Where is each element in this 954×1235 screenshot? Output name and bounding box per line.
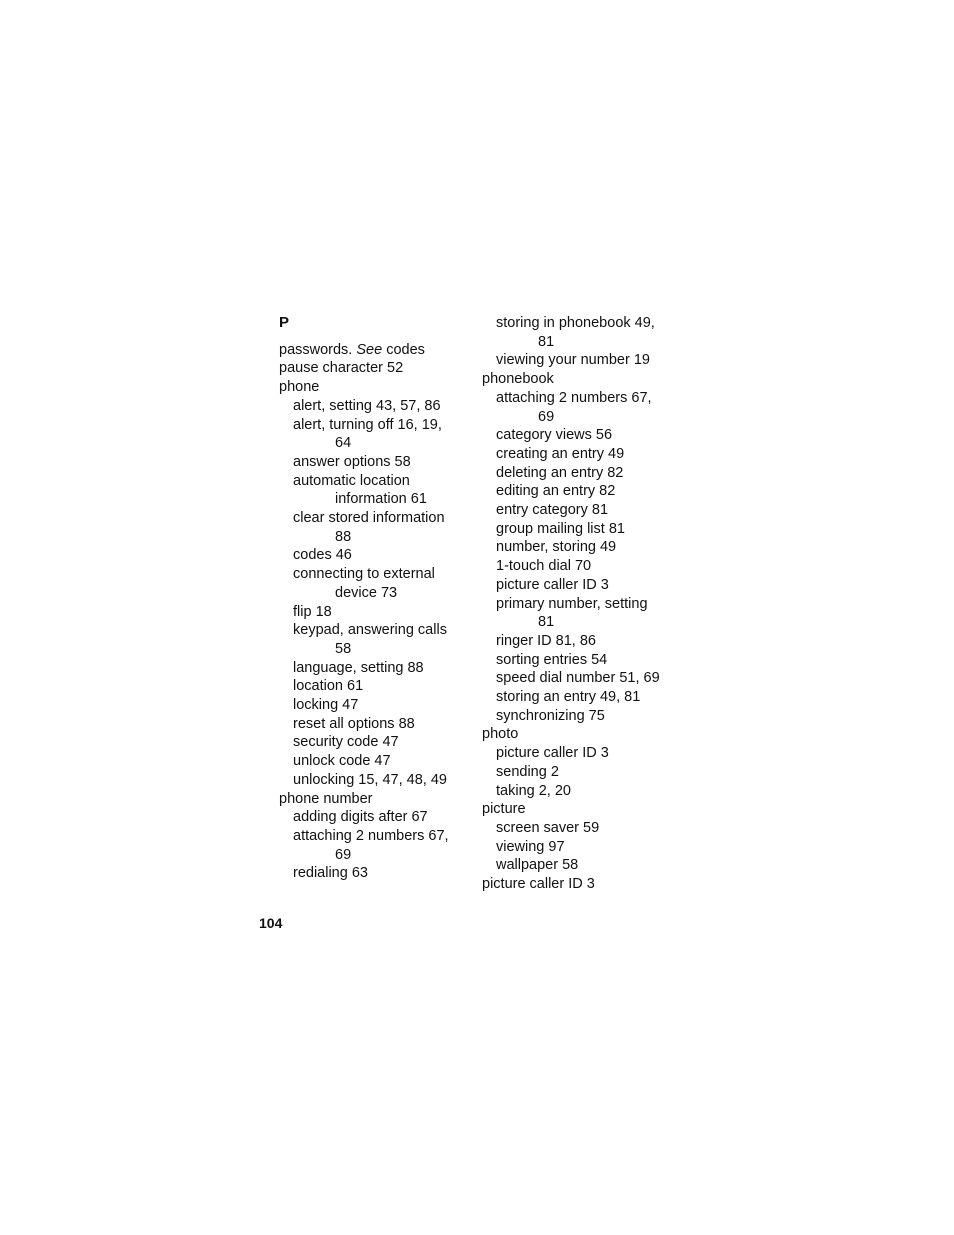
index-subterm [482, 782, 682, 801]
index-entry-text: keypad, answering calls [293, 622, 447, 639]
index-subterm [482, 819, 682, 838]
index-subterm [279, 733, 479, 752]
index-entry-text: locking 47 [293, 697, 359, 714]
index-entry-text: location 61 [293, 678, 364, 695]
index-entry-text: phonebook [482, 371, 554, 388]
index-subterm [482, 688, 682, 707]
index-entry-continuation: device 73 [335, 584, 398, 601]
index-entry-text: redialing 63 [293, 865, 368, 882]
index-entry-text: automatic location [293, 472, 410, 489]
page-number: 104 [259, 915, 283, 931]
index-entry-text: ringer ID 81, 86 [496, 632, 596, 649]
index-subterm [482, 464, 682, 483]
index-subterm [279, 546, 479, 565]
index-entry-text: group mailing list 81 [496, 520, 625, 537]
index-entry-text: sending 2 [496, 763, 559, 780]
index-subterm [279, 808, 479, 827]
index-subterm [279, 397, 479, 416]
index-entry-text: answer options 58 [293, 453, 411, 470]
index-entry-continuation: 64 [335, 435, 352, 452]
index-entry-text: flip 18 [293, 603, 332, 620]
index-term [279, 378, 479, 397]
index-entry-text: language, setting 88 [293, 659, 424, 676]
index-entry-text: passwords. [279, 341, 357, 358]
index-term [482, 725, 682, 744]
index-entry-text: attaching 2 numbers 67, [496, 389, 652, 406]
index-subterm [482, 389, 682, 426]
index-entry-text: category views 56 [496, 427, 613, 444]
index-column-left [279, 314, 479, 883]
index-entry-continuation: 81 [538, 614, 555, 631]
index-entry-text: storing in phonebook 49, [496, 315, 655, 331]
index-entry-text: photo [482, 726, 519, 743]
index-subterm [482, 651, 682, 670]
index-entry-text: pause character 52 [279, 360, 404, 377]
index-entry-continuation: 88 [335, 528, 352, 545]
index-entry-text: alert, setting 43, 57, 86 [293, 397, 441, 414]
index-subterm [279, 864, 479, 883]
index-subterm [482, 445, 682, 464]
index-subterm [279, 453, 479, 472]
index-entry-text: picture caller ID 3 [482, 876, 595, 893]
index-entry-text: picture caller ID 3 [496, 745, 609, 762]
index-entry-text: picture [482, 801, 526, 818]
index-subterm [482, 856, 682, 875]
index-entry-text: phone [279, 379, 320, 396]
index-entry-text: reset all options 88 [293, 715, 415, 732]
index-entry-text: unlocking 15, 47, 48, 49 [293, 771, 447, 788]
index-subterm [482, 669, 682, 688]
index-subterm [279, 659, 479, 678]
index-entries-left [279, 341, 479, 883]
index-entry-text: taking 2, 20 [496, 782, 571, 799]
index-subterm [482, 632, 682, 651]
index-entries-right [482, 314, 682, 894]
index-entry-text: creating an entry 49 [496, 445, 625, 462]
index-subterm [482, 520, 682, 539]
index-subterm [279, 509, 479, 546]
index-subterm [279, 416, 479, 453]
index-subterm [482, 763, 682, 782]
index-entry-text: deleting an entry 82 [496, 464, 624, 481]
index-entry-text: unlock code 47 [293, 753, 391, 770]
index-entry-text: speed dial number 51, 69 [496, 670, 660, 687]
index-subterm [482, 595, 682, 632]
index-subterm [482, 576, 682, 595]
index-term [482, 800, 682, 819]
index-see-target: codes [382, 341, 425, 358]
index-entry-text: entry category 81 [496, 502, 609, 519]
index-entry-text: editing an entry 82 [496, 483, 616, 500]
index-subterm [482, 426, 682, 445]
index-entry-text: screen saver 59 [496, 819, 600, 836]
index-subterm [482, 482, 682, 501]
index-subterm [279, 472, 479, 509]
index-entry-text: codes 46 [293, 547, 352, 564]
index-entry-text: viewing 97 [496, 838, 565, 855]
index-entry-text: picture caller ID 3 [496, 576, 609, 593]
index-column-right [482, 314, 682, 894]
index-subterm [279, 621, 479, 658]
index-subterm [279, 677, 479, 696]
index-entry-text: viewing your number 19 [496, 352, 650, 369]
index-entry-text: wallpaper 58 [496, 857, 579, 874]
index-term [482, 370, 682, 389]
index-subterm [279, 752, 479, 771]
index-term [482, 875, 682, 894]
index-entry-text: primary number, setting [496, 595, 648, 612]
index-entry-continuation: 58 [335, 640, 352, 657]
index-subterm [482, 707, 682, 726]
index-subterm [482, 744, 682, 763]
index-term [279, 790, 479, 809]
index-entry-continuation: 69 [335, 846, 352, 863]
index-entry-text: connecting to external [293, 566, 435, 583]
index-subterm [482, 538, 682, 557]
index-entry-text: attaching 2 numbers 67, [293, 827, 449, 844]
index-entry-text: sorting entries 54 [496, 651, 608, 668]
index-entry-text: phone number [279, 790, 373, 807]
index-entry-text: adding digits after 67 [293, 809, 428, 826]
index-subterm [279, 715, 479, 734]
index-subterm [279, 771, 479, 790]
index-entry-continuation: information 61 [335, 491, 427, 508]
index-subterm [482, 557, 682, 576]
index-entry-text: number, storing 49 [496, 539, 617, 556]
index-entry-text: alert, turning off 16, 19, [293, 416, 442, 433]
index-see-reference: See [356, 341, 383, 358]
section-letter: P [279, 314, 290, 331]
index-subterm [279, 827, 479, 864]
index-subterm [482, 838, 682, 857]
index-subterm [482, 501, 682, 520]
index-subterm [482, 351, 682, 370]
index-term [279, 341, 479, 360]
index-subterm [279, 565, 479, 602]
index-subterm [482, 314, 682, 351]
index-entry-text: security code 47 [293, 734, 399, 751]
index-entry-text: synchronizing 75 [496, 707, 605, 724]
index-entry-text: storing an entry 49, 81 [496, 689, 641, 706]
index-subterm [279, 603, 479, 622]
index-subterm [279, 696, 479, 715]
index-entry-text: clear stored information [293, 510, 445, 527]
index-entry-continuation: 69 [538, 408, 555, 425]
index-term [279, 359, 479, 378]
index-entry-text: 1-touch dial 70 [496, 558, 592, 575]
index-entry-continuation: 81 [538, 333, 555, 350]
